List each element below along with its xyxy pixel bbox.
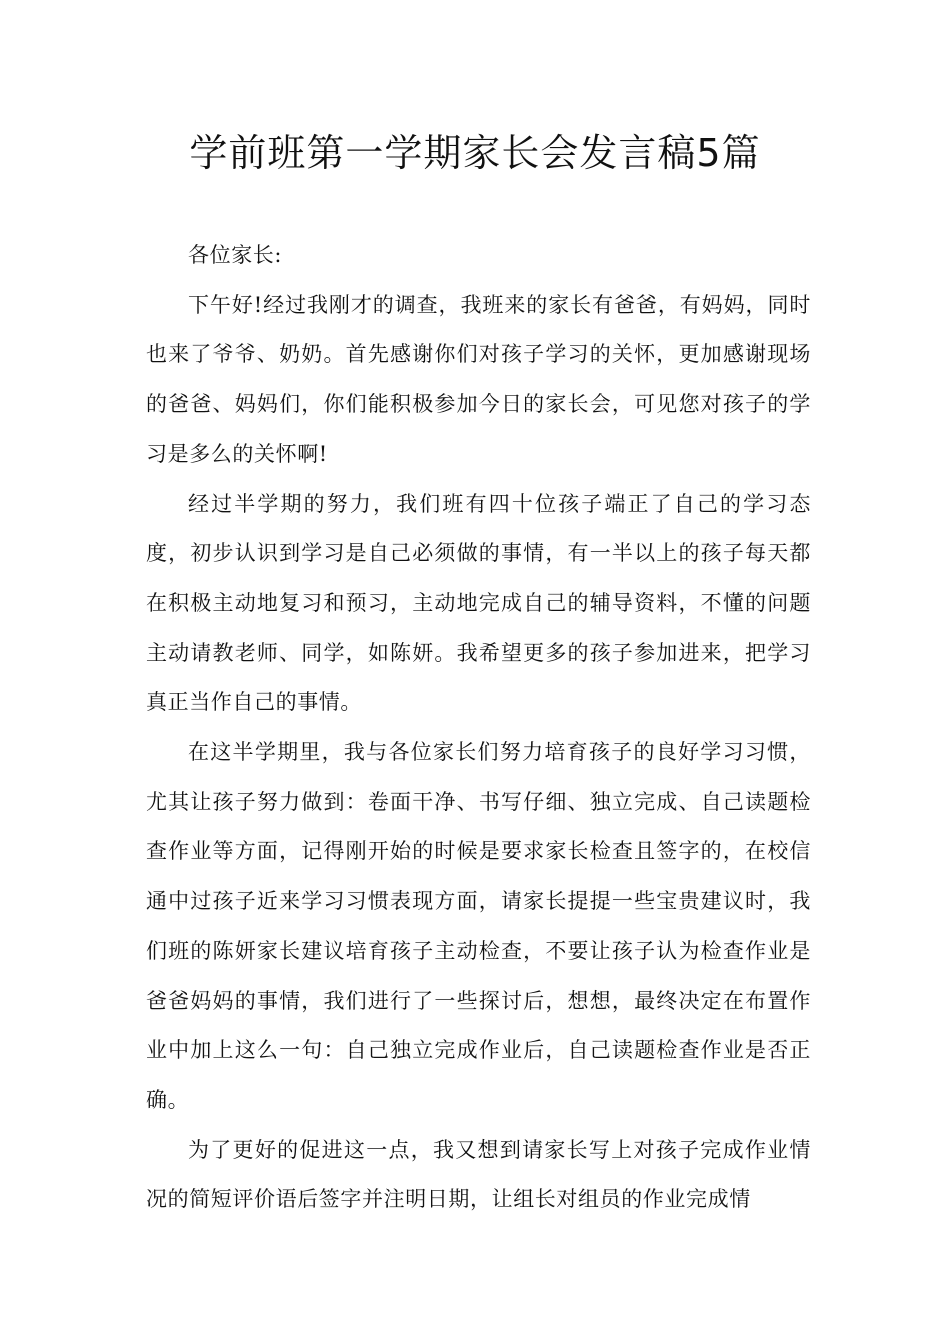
document-title: 学前班第一学期家长会发言稿5篇 (189, 131, 761, 175)
body-paragraph: 为了更好的促进这一点，我又想到请家长写上对孩子完成作业情况的简短评价语后签字并注明日期，让组长对组员的作业完成情 (146, 1137, 811, 1212)
body-paragraph: 在这半学期里，我与各位家长们努力培育孩子的良好学习习惯，尤其让孩子努力做到：卷面干净、书写仔细、独立完成、自己读题检查作业等方面，记得刚开始的时候是要求家长检查且签字的，在校信通中过孩子近来学习习惯表现方面，请家长提提一些宝贵建议时，我们班的陈妍家长建议培育孩子主动检查，不要让孩子认为检查作业是爸爸妈妈的事情，我们进行了一些探讨后，想想，最终决定在布置作业中加上这么一句：自己独立完成作业后，自己读题检查作业是否正确。 (146, 740, 811, 1112)
document-body (146, 231, 811, 1225)
salutation-paragraph: 各位家长: (188, 243, 283, 267)
body-paragraph: 经过半学期的努力，我们班有四十位孩子端正了自己的学习态度，初步认识到学习是自己必须做的事情，有一半以上的孩子每天都在积极主动地复习和预习，主动地完成自己的辅导资料，不懂的问题主动请教老师、同学，如陈妍。我希望更多的孩子参加进来，把学习真正当作自己的事情。 (146, 491, 811, 715)
body-paragraph: 下午好!经过我刚才的调查，我班来的家长有爸爸，有妈妈，同时也来了爷爷、奶奶。首先感谢你们对孩子学习的关怀，更加感谢现场的爸爸、妈妈们，你们能积极参加今日的家长会，可见您对孩子的学习是多么的关怀啊! (146, 292, 811, 466)
